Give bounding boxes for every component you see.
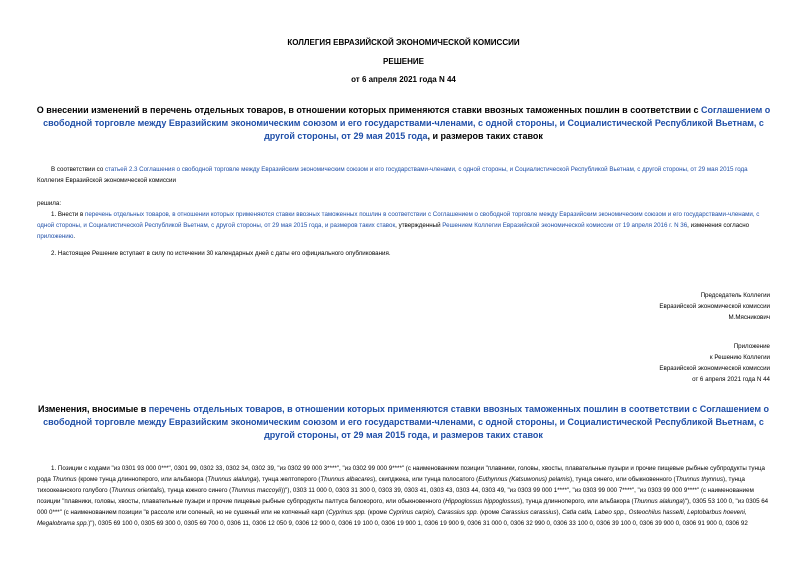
issuer-heading: КОЛЛЕГИЯ ЕВРАЗИЙСКОЙ ЭКОНОМИЧЕСКОЙ КОМИССИИ <box>287 38 520 47</box>
preamble-paragraph <box>37 164 769 186</box>
species-name: Hippoglossus hippoglossus <box>445 498 521 505</box>
changes-text: ), скипджека, или тунца полосатого ( <box>373 476 479 483</box>
agreement-link[interactable]: Соглашением о свободной торговле между Евразийским экономическим союзом и его государствами-членами, с одной стороны, и Социалистической Республикой Вьетнам, с другой стороны, от 29 мая 2015 года <box>43 105 771 141</box>
species-name: Thunnus alalunga <box>207 476 257 483</box>
item-2-paragraph: 2. Настоящее Решение вступает в силу по истечении 30 календарных дней с даты его официального опубликования. <box>51 250 391 257</box>
species-name: Thunnus alalunga <box>633 498 683 505</box>
appendix-block <box>450 341 770 385</box>
changes-text: 1. Позиции с кодами "из 0301 93 000 0***", 0301 99, 0302 33, 0302 34, 0302 39, "из 0302 99 000 3****", "из 0302 99 000 9****" (с наименованием позиции "плавники, головы, хвосты, плавательные пузыри и прочие пищевые рыбные субпродукты тунца рода <box>37 465 765 483</box>
appendix-link[interactable]: приложению <box>37 233 74 240</box>
title-text: О внесении изменений в перечень отдельных товаров, в отношении которых применяются ставки ввозных таможенных пошлин в соответствии с <box>36 105 701 115</box>
species-name: Thunnus maccoyii <box>231 487 282 494</box>
changes-text: (кроме тунца длинноперого, или альбакора ( <box>76 476 208 483</box>
species-name: Thunnus orientalis <box>111 487 162 494</box>
item-1-text-mid2: , изменения согласно <box>687 222 750 229</box>
appendix-reference: к Решению Коллегии <box>709 354 770 361</box>
decided-label: решила: <box>37 200 62 207</box>
item-1-text-end: . <box>73 233 76 240</box>
signature-name: М.Мясникович <box>728 314 770 321</box>
changes-paragraph <box>37 463 769 571</box>
appendix-label: Приложение <box>733 343 770 350</box>
changes-text: )"), 0305 53 100 0, "из 0305 64 000 0***" (с наименованием позиции "в рассоле или соленый, но не сушеный или не копченый карп ( <box>37 498 769 516</box>
species-name: Thunnus <box>52 476 77 483</box>
changes-text: ), тунца длинноперого, или альбакора ( <box>520 498 634 505</box>
changes-text: (кроме <box>366 509 389 516</box>
article-link[interactable]: статьей 2.3 Соглашения о свободной торговле между Евразийским экономическим союзом и его государствами-членами, с одной стороны, и Социалистической Республикой Вьетнам, с другой стороны, от 29 мая 2015 года <box>104 166 748 173</box>
species-name: Thunnus albacares <box>320 476 374 483</box>
changes-text: ))"), 0303 11 000 0, 0303 31 300 0, 0303 39, 0303 41, 0303 43, 0303 44, 0303 49, "из 0303 99 000 1****", "из 0303 99 000 7****", "из 0303 99 000 9****" (с наименованием позиции "плавники, головы, хвосты, плавательные пузыри и прочие пищевые рыбные субпродукты палтуса белокорого, или обыкновенного ( <box>37 487 754 505</box>
changes-text: ), <box>556 509 562 516</box>
document-date: от 6 апреля 2021 года N 44 <box>351 75 456 84</box>
species-name: Cyprinus spp. <box>328 509 367 516</box>
changes-text: )"), 0305 69 100 0, 0305 69 300 0, 0305 69 700 0, 0306 11, 0306 12 050 9, 0306 12 900 0, 0306 19 100 0, 0306 19 900 1, 0306 19 900 9, 0306 31 000 0, 0306 32 990 0, 0306 33 100 0, 0306 39 100 0, 0306 39 900 0, 0306 91 900 0, 0306 92 <box>88 520 748 527</box>
species-name: Catla catla, Labeo spp., Osteochilus hasselti, Leptobarbus hoeveni, Megalobrama spp. <box>37 509 747 527</box>
document-title <box>30 104 777 143</box>
item-1-text: 1. Внести в <box>51 211 85 218</box>
species-name: Carassius spp. <box>437 509 479 516</box>
signature-position: Председатель Коллегии <box>700 292 770 299</box>
changes-text: ), тунца южного синего ( <box>161 487 232 494</box>
signature-organization: Евразийской экономической комиссии <box>659 303 770 310</box>
decision-link[interactable]: Решением Коллегии Евразийской экономической комиссии от 19 апреля 2016 г. N 36 <box>442 222 688 229</box>
list-link[interactable]: перечень отдельных товаров, в отношении которых применяются ставки ввозных таможенных пошлин в соответствии с Соглашением о свободной торговле между Евразийским экономическим союзом и его государствами-членами, с одной стороны, и Социалистической Республикой Вьетнам, с другой стороны, от 29 мая 2015 года, и размеров таких ставок <box>37 211 760 229</box>
item-1-text-mid: , утвержденный <box>395 222 443 229</box>
item-1-paragraph <box>37 209 769 242</box>
changes-title <box>30 403 777 442</box>
changes-list-link[interactable]: перечень отдельных товаров, в отношении которых применяются ставки ввозных таможенных пошлин в соответствии с Соглашением о свободной торговле между Евразийским экономическим союзом и его государствами-членами, с одной стороны, и Социалистической Республикой Вьетнам, с другой стороны, от 29 мая 2015 года, и размеров таких ставок <box>43 404 770 440</box>
changes-title-text: Изменения, вносимые в <box>37 404 149 414</box>
species-name: Thunnus thynnus <box>675 476 724 483</box>
changes-text: (кроме <box>478 509 502 516</box>
changes-text: ), тунца синего, или обыкновенного ( <box>570 476 676 483</box>
preamble-text: В соответствии со <box>51 166 105 173</box>
appendix-date: от 6 апреля 2021 года N 44 <box>692 376 770 383</box>
signature-block <box>450 290 770 323</box>
changes-text: ), <box>431 509 438 516</box>
title-text-end: , и размеров таких ставок <box>427 131 543 141</box>
preamble-text-end: Коллегия Евразийской экономической комиссии <box>37 177 176 184</box>
species-name: Euthynnus (Katsuwonus) pelamis <box>478 476 571 483</box>
appendix-organization: Евразийской экономической комиссии <box>659 365 770 372</box>
species-name: Cyprinus carpio <box>388 509 432 516</box>
species-name: Carassius carassius <box>501 509 557 516</box>
changes-text: ), тунца тихоокеанского голубого ( <box>37 476 745 494</box>
document-type: РЕШЕНИЕ <box>383 57 424 66</box>
changes-text: ), тунца желтоперого ( <box>256 476 321 483</box>
